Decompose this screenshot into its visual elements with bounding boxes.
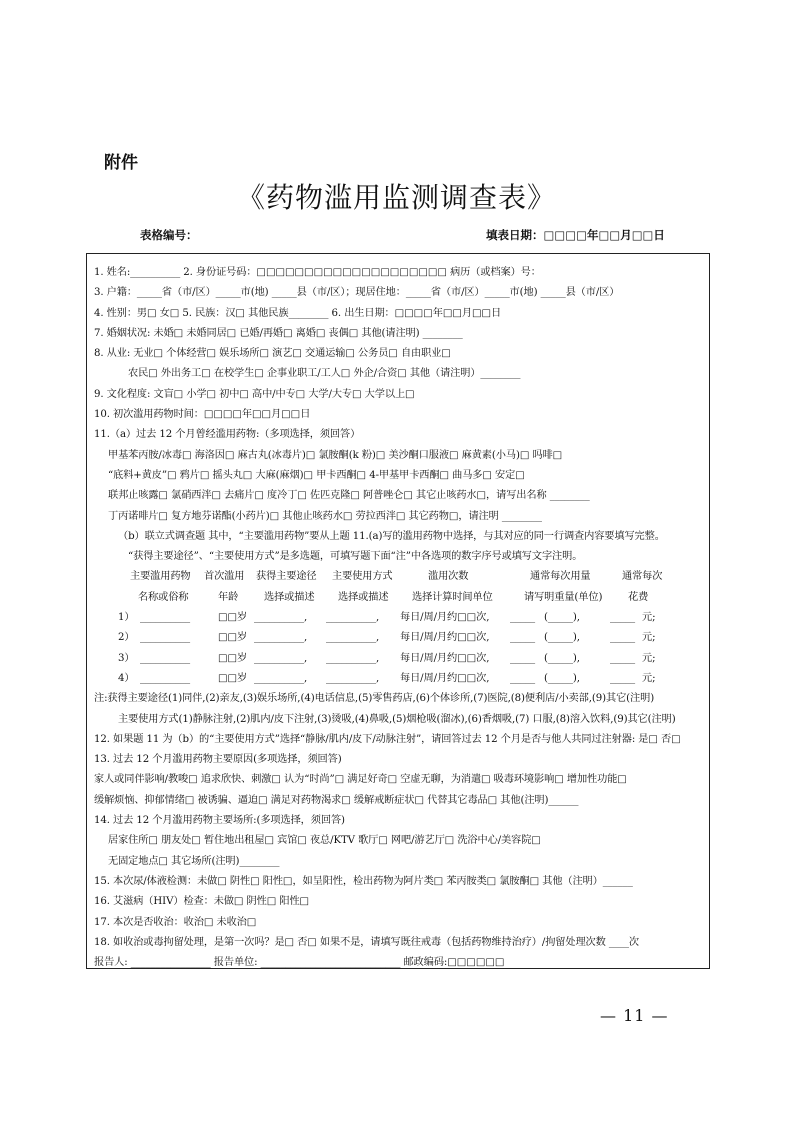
drug-options-1[interactable]: 甲基苯丙胺/冰毒□ 海洛因□ 麻古丸(冰毒片)□ 氯胺酮(k 粉)□ 美沙酮口服液□ 麻黄素(小马)□ 吗啡□ — [108, 449, 563, 461]
cost-unit: 元; — [642, 672, 656, 684]
table-header: 通常每次用量 — [530, 571, 591, 583]
reason-options-1[interactable]: 家人或同伴影响/教唆□ 追求欣快、刺激□ 认为“时尚”□ 满足好奇□ 空虚无聊，为消遣□ 吸毒环境影响□ 增加性功能□ — [94, 774, 627, 786]
frequency-field[interactable]: 每日/周/月约□□次, — [400, 632, 490, 644]
cost-unit: 元; — [642, 652, 656, 664]
drug-options-2[interactable]: “底料+黄皮”□ 鸦片□ 摇头丸□ 大麻(麻烟)□ 甲卡西酮□ 4-甲基甲卡西酮□ 曲马多□ 安定□ — [108, 469, 525, 481]
question-17[interactable]: 17. 本次是否收治：收治□ 未收治□ — [94, 916, 257, 928]
cost-unit: 元; — [642, 632, 656, 644]
reason-options-2[interactable]: 缓解烦恼、抑郁情绪□ 被诱骗、逼迫□ 满足对药物渴求□ 缓解戒断症状□ 代替其它毒品□ 其他(注明)______ — [94, 794, 579, 806]
age-field[interactable]: □□岁 — [218, 612, 248, 624]
row-number: 2） — [118, 632, 135, 644]
dose-field[interactable]: (_____), — [544, 632, 580, 644]
table-header: 滥用次数 — [428, 571, 469, 583]
place-options-1[interactable]: 居家住所□ 朋友处□ 暂住地出租屋□ 宾馆□ 夜总/KTV 歌厅□ 网吧/游艺厅□ 洗浴中心/美容院□ — [108, 835, 541, 847]
table-row[interactable]: 2） __________ □□岁 __________, __________, 每日/周/月约□□次, _____ (_____), _____ 元; — [94, 628, 706, 648]
question-11a: 11.（a）过去 12 个月曾经滥用药物:（多项选择，须回答） — [94, 429, 361, 441]
page-number: — 11 — — [600, 1006, 669, 1025]
field-residence[interactable]: 3. 户籍：_____省（市/区）_____市(地) _____县（市/区）；现居住地：_____省（市/区）_____市(地) _____县（市/区） — [94, 287, 620, 299]
frequency-field[interactable]: 每日/周/月约□□次, — [400, 672, 490, 684]
note-usage-method: 主要使用方式(1)静脉注射,(2)肌内/皮下注射,(3)烫吸,(4)鼻吸,(5)烟枪吸(溜冰),(6)香烟吸,(7) 口服,(8)溶入饮料,(9)其它(注明) — [118, 713, 676, 725]
question-18[interactable]: 18. 如收治或毒拘留处理，是第一次吗？是□ 否□ 如果不是，请填写既往戒毒（包括药物维持治疗）/拘留处理次数 ____次 — [94, 936, 639, 948]
table-row[interactable]: 1） __________ □□岁 __________, __________, 每日/周/月约□□次, _____ (_____), _____ 元; — [94, 608, 706, 628]
table-header: 主要滥用药物 — [130, 571, 191, 583]
field-education[interactable]: 9. 文化程度: 文盲□ 小学□ 初中□ 高中/中专□ 大学/大专□ 大学以上□ — [94, 388, 415, 400]
table-header: 选择或描述 — [264, 591, 315, 603]
table-header: 花费 — [628, 591, 649, 603]
dose-field[interactable]: (_____), — [544, 612, 580, 624]
question-11b: （b）联立式调查题 其中，“主要滥用药物”要从上题 11.(a)写的滥用药物中选择，与其对应的同一行调查内容要填写完整。 — [118, 530, 665, 542]
field-occupation-1[interactable]: 8. 从业: 无业□ 个体经营□ 娱乐场所□ 演艺□ 交通运输□ 公务员□ 自由职业□ — [94, 348, 451, 360]
question-13: 13. 过去 12 个月滥用药物主要原因(多项选择，须回答) — [94, 754, 342, 766]
note-acquisition: 注:获得主要途径(1)同伴,(2)亲友,(3)娱乐场所,(4)电话信息,(5)零售药店,(6)个体诊所,(7)医院,(8)便利店/小卖部,(9)其它(注明) — [94, 693, 655, 705]
field-gender-ethnicity-birth[interactable]: 4. 性别：男□ 女□ 5. 民族：汉□ 其他民族________ 6. 出生日期：□□□□年□□月□□日 — [94, 307, 502, 319]
age-field[interactable]: □□岁 — [218, 652, 248, 664]
table-header: 获得主要途径 — [256, 571, 317, 583]
field-marital-status[interactable]: 7. 婚姻状况: 未婚□ 未婚同居□ 已婚/再婚□ 离婚□ 丧偶□ 其他(请注明) ________ — [94, 327, 463, 339]
question-11b-note: “获得主要途径”、“主要使用方式”是多选题，可填写题下面“注”中各选项的数字序号或填写文字注明。 — [128, 551, 583, 563]
age-field[interactable]: □□岁 — [218, 672, 248, 684]
table-header: 请写明重量(单位) — [524, 591, 603, 603]
table-header-row-2 — [94, 588, 706, 608]
age-field[interactable]: □□岁 — [218, 632, 248, 644]
survey-form-body — [94, 263, 706, 973]
row-number: 4） — [118, 672, 135, 684]
reporter-line[interactable]: 报告人: ________________ 报告单位: ____________________________ 邮政编码:□□□□□□ — [94, 957, 505, 969]
table-header: 年龄 — [218, 591, 239, 603]
form-number-label: 表格编号： — [140, 228, 198, 242]
dose-field[interactable]: (_____), — [544, 652, 580, 664]
frequency-field[interactable]: 每日/周/月约□□次, — [400, 652, 490, 664]
field-occupation-2[interactable]: 农民□ 外出务工□ 在校学生□ 企事业职工/工人□ 外企/合资□ 其他（请注明）________ — [128, 368, 521, 380]
table-header: 选择或描述 — [338, 591, 389, 603]
table-header: 名称或俗称 — [138, 591, 189, 603]
question-15[interactable]: 15. 本次尿/体液检测：未做□ 阴性□ 阳性□，如呈阳性，检出药物为阿片类□ 苯丙胺类□ 氯胺酮□ 其他（注明）______ — [94, 875, 633, 887]
attachment-label: 附件 — [104, 153, 138, 173]
field-first-use-date[interactable]: 10. 初次滥用药物时间：□□□□年□□月□□日 — [94, 409, 311, 421]
question-16[interactable]: 16. 艾滋病（HIV）检查：未做□ 阴性□ 阳性□ — [94, 896, 310, 908]
table-header: 首次滥用 — [204, 571, 245, 583]
frequency-field[interactable]: 每日/周/月约□□次, — [400, 612, 490, 624]
drug-options-3[interactable]: 联邦止咳露□ 氯硝西泮□ 去痛片□ 度冷丁□ 佐匹克隆□ 阿普唑仑□ 其它止咳药水□，请写出名称 ________ — [108, 490, 590, 502]
place-options-2[interactable]: 无固定地点□ 其它场所(注明)________ — [108, 855, 280, 867]
question-12[interactable]: 12. 如果题 11 为（b）的“主要使用方式”选择“静脉/肌内/皮下/动脉注射”，请回答过去 12 个月是否与他人共同过注射器: 是□ 否□ — [94, 733, 681, 745]
row-number: 3） — [118, 652, 135, 664]
table-header: 主要使用方式 — [332, 571, 393, 583]
cost-unit: 元; — [642, 612, 656, 624]
dose-field[interactable]: (_____), — [544, 672, 580, 684]
table-header-row-1 — [94, 567, 706, 587]
fill-date-field[interactable]: 填表日期：□□□□年□□月□□日 — [486, 228, 665, 242]
row-number: 1） — [118, 612, 135, 624]
table-header: 通常每次 — [622, 571, 663, 583]
field-name-id[interactable]: 1. 姓名:__________ 2. 身份证号码：□□□□□□□□□□□□□□□□□□□□ 病历（或档案）号： — [94, 267, 541, 278]
table-row[interactable]: 4） __________ □□岁 __________, __________, 每日/周/月约□□次, _____ (_____), _____ 元; — [94, 669, 706, 689]
drug-options-4[interactable]: 丁丙诺啡片□ 复方地芬诺酯(小药片)□ 其他止咳药水□ 劳拉西泮□ 其它药物□，请注明 ________ — [108, 510, 542, 522]
question-14: 14. 过去 12 个月滥用药物主要场所:(多项选择，须回答) — [94, 815, 345, 827]
table-header: 选择计算时间单位 — [412, 591, 493, 603]
table-row[interactable]: 3） __________ □□岁 __________, __________, 每日/周/月约□□次, _____ (_____), _____ 元; — [94, 649, 706, 669]
page-title: 《药物滥用监测调查表》 — [236, 181, 556, 214]
